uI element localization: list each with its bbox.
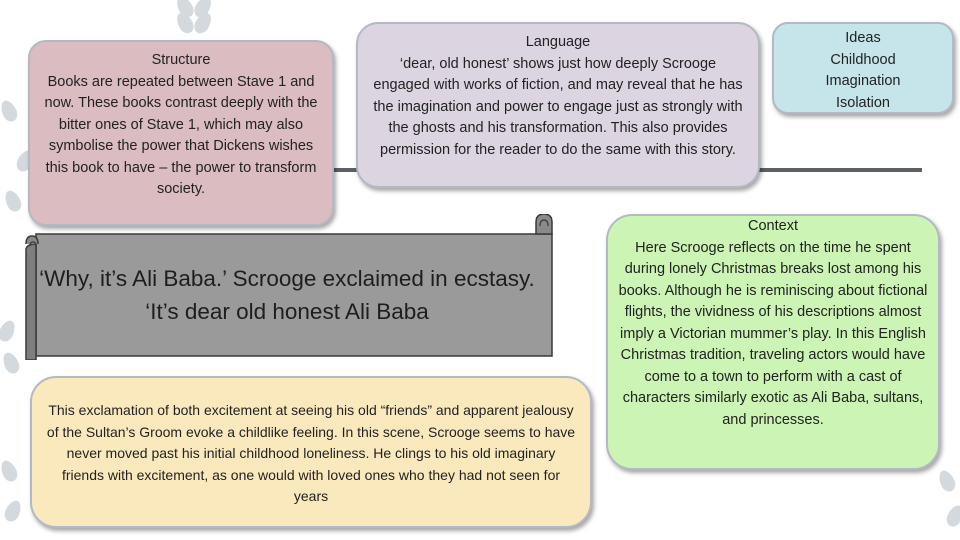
ideas-box — [772, 22, 954, 114]
language-text: ‘dear, old honest’ shows just how deeply Scrooge engaged with works of fiction, and may reveal that he has the imagination and power to engage just as strongly with the ghosts and his transformation. This also provides permission for the reader to do the same with this story. — [373, 55, 743, 158]
analysis-text: This exclamation of both excitement at seeing his old “friends” and apparent jealousy of the Sultan’s Groom evoke a childlike feeling. In this scene, Scrooge seems to have never moved past his initial childhood loneliness. He clings to his old imaginary friends with excitement, as one would with loved ones who they had not seen for years — [46, 402, 576, 504]
structure-box — [28, 40, 334, 226]
analysis-box — [30, 376, 592, 528]
structure-title: Structure — [151, 52, 211, 68]
ideas-title: Ideas — [845, 30, 881, 46]
structure-text: Books are repeated between Stave 1 and now. These books contrast deeply with the bitter ones of Stave 1, which may also symbolise the power that Dickens wishes this book to have – the power to transform society. — [44, 73, 318, 197]
context-text: Here Scrooge reflects on the time he spent during lonely Christmas breaks lost among his books. Although he is reminiscing about fictional flights, the vividness of his descriptions almost imply a Victorian mummer’s play. In this English Christmas tradition, traveling actors would have come to a town to perform with a cast of characters similarly exotic as Ali Baba, sultans, and princesses. — [618, 239, 928, 428]
divider-line-right — [748, 168, 922, 172]
quote-text: ‘Why, it’s Ali Baba.’ Scrooge exclaimed in ecstasy. ‘It’s dear old honest Ali Baba — [39, 266, 535, 324]
ideas-item: Childhood — [830, 51, 896, 68]
ideas-item: Imagination — [825, 73, 901, 89]
context-title: Context — [748, 218, 798, 234]
language-box — [356, 22, 760, 188]
ideas-item: Isolation — [835, 94, 890, 111]
context-box — [606, 214, 940, 470]
language-title: Language — [525, 34, 591, 50]
